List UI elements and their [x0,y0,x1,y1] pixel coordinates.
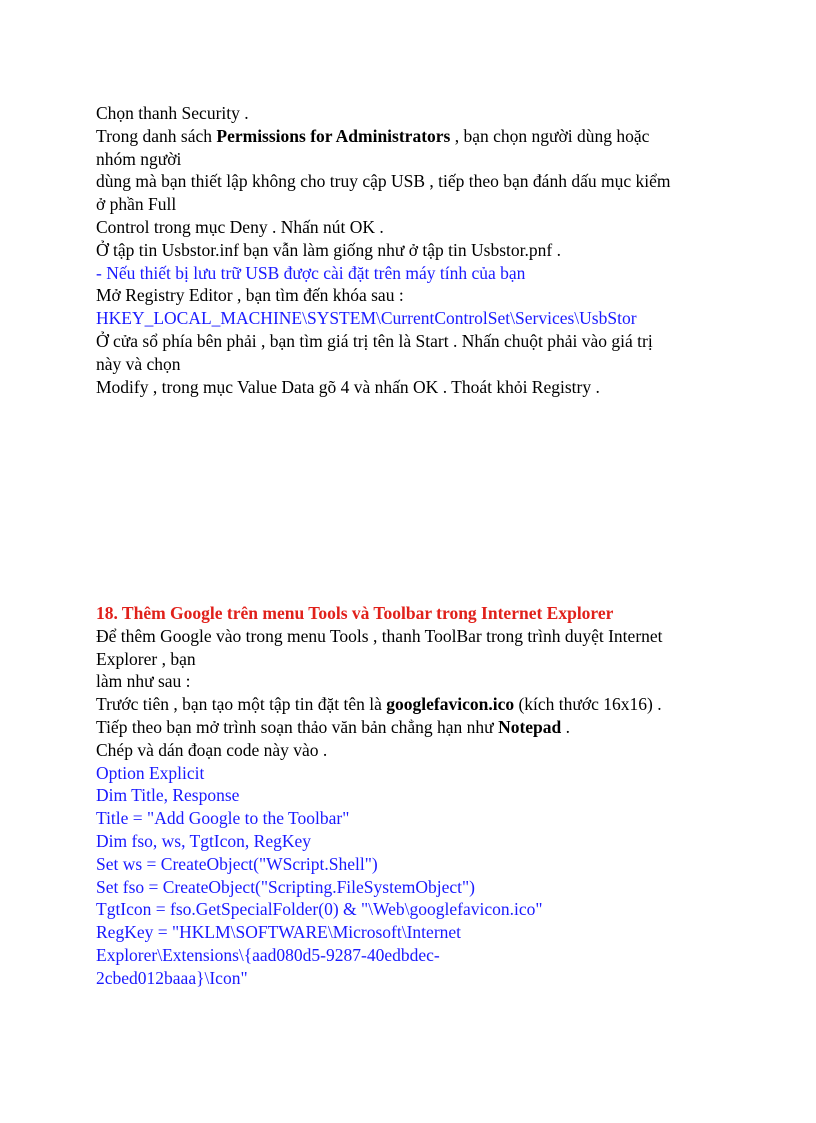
text-line: Mở Registry Editor , bạn tìm đến khóa sau : [96,285,404,306]
text-line: Control trong mục Deny . Nhấn nút OK . [96,216,384,237]
google-toolbar-section [96,602,736,990]
text-line: ở phần Full [96,194,177,215]
text-line: Để thêm Google vào trong menu Tools , thanh ToolBar trong trình duyệt Internet [96,625,663,646]
text-line: Trước tiên , bạn tạo một tập tin đặt tên là googlefavicon.ico (kích thước 16x16) . [96,694,662,715]
text-line: làm như sau : [96,671,191,692]
registry-section [96,102,736,398]
code-line: TgtIcon = fso.GetSpecialFolder(0) & "\Web\googlefavicon.ico" [96,899,543,920]
text-line: Explorer , bạn [96,648,196,669]
notepad-label: Notepad [498,716,562,737]
code-line: Title = "Add Google to the Toolbar" [96,808,350,829]
text-line: nhóm người [96,148,182,169]
text-line: Chép và dán đoạn code này vào . [96,739,328,760]
favicon-filename: googlefavicon.ico [386,694,515,715]
code-line: Set fso = CreateObject("Scripting.FileSystemObject") [96,876,475,897]
text-line: Ở tập tin Usbstor.inf bạn vẫn làm giống như ở tập tin Usbstor.pnf . [96,239,561,260]
permissions-label: Permissions for Administrators [216,125,451,146]
code-line: Explorer\Extensions\{aad080d5-9287-40edbdec- [96,944,440,965]
text-line: Modify , trong mục Value Data gõ 4 và nhấn OK . Thoát khỏi Registry . [96,376,600,397]
text-line: dùng mà bạn thiết lập không cho truy cập USB , tiếp theo bạn đánh dấu mục kiểm [96,171,671,192]
text-line: Tiếp theo bạn mở trình soạn thảo văn bản chẳng hạn như Notepad . [96,716,571,737]
code-block [96,762,736,990]
code-line: Set ws = CreateObject("WScript.Shell") [96,853,378,874]
usb-note-line: - Nếu thiết bị lưu trữ USB được cài đặt trên máy tính của bạn [96,262,526,283]
text-line: này và chọn [96,353,181,374]
text-line: Ở cửa sổ phía bên phải , bạn tìm giá trị tên là Start . Nhấn chuột phải vào giá trị [96,330,653,351]
code-line: Dim Title, Response [96,785,240,806]
code-line: 2cbed012baaa}\Icon" [96,967,248,988]
section-heading: 18. Thêm Google trên menu Tools và Toolbar trong Internet Explorer [96,603,614,623]
code-line: RegKey = "HKLM\SOFTWARE\Microsoft\Internet [96,922,462,943]
text-line: Trong danh sách Permissions for Administrators , bạn chọn người dùng hoặc [96,125,650,146]
code-line: Dim fso, ws, TgtIcon, RegKey [96,830,311,851]
registry-key-path: HKEY_LOCAL_MACHINE\SYSTEM\CurrentControlSet\Services\UsbStor [96,308,637,329]
code-line: Option Explicit [96,762,205,783]
text-line: Chọn thanh Security . [96,103,249,123]
